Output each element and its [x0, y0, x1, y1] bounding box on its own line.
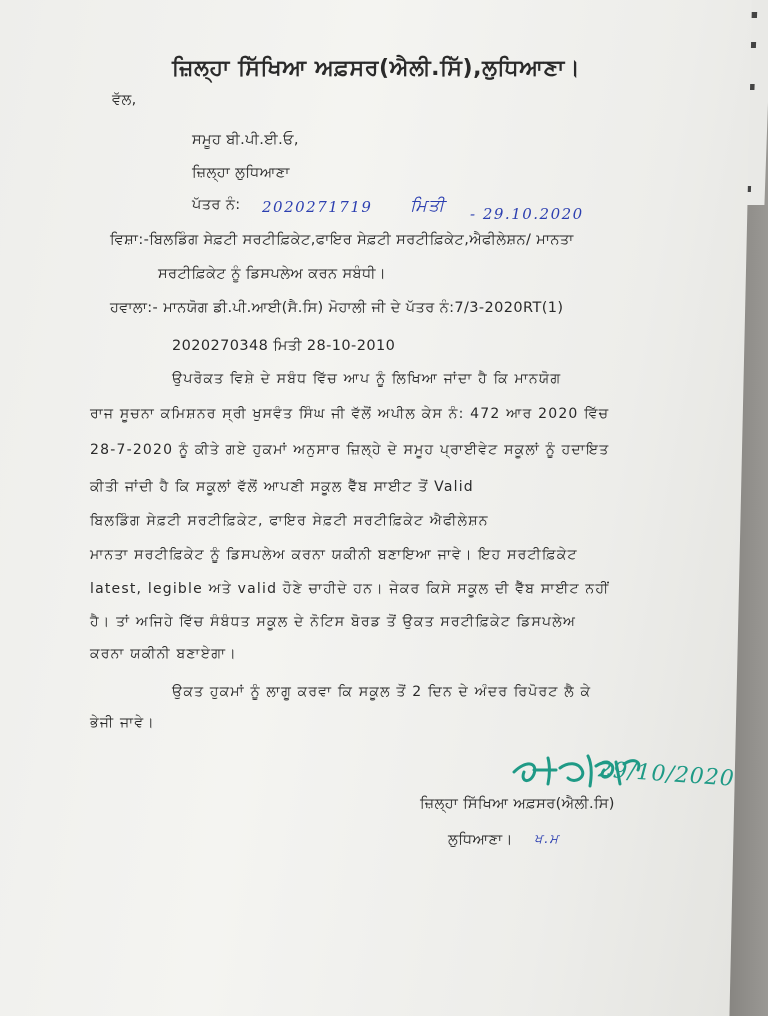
- body-paragraph-1-line: ਉਪਰੋਕਤ ਵਿਸ਼ੇ ਦੇ ਸਬੰਧ ਵਿੱਚ ਆਪ ਨੂੰ ਲਿਖਿਆ ਜਾਂਦਾ ਹੈ ਕਿ ਮਾਨਯੋਗ: [172, 371, 562, 387]
- recipient-line-2: ਜ਼ਿਲ੍ਹਾ ਲੁਧਿਆਣਾ: [192, 165, 290, 181]
- subject-line-1: ਵਿਸ਼ਾ:-ਬਿਲਡਿੰਗ ਸੇਫ਼ਟੀ ਸਰਟੀਫ਼ਿਕੇਟ,ਫਾਇਰ ਸੇਫ਼ਟੀ ਸਰਟੀਫ਼ਿਕੇਟ,ਐਫੀਲੇਸ਼ਨ/ ਮਾਨਤਾ: [110, 232, 574, 248]
- letter-title: ਜ਼ਿਲ੍ਹਾ ਸਿੱਖਿਆ ਅਫ਼ਸਰ(ਐਲੀ.ਸਿੱ),ਲੁਧਿਆਣਾ।: [172, 56, 581, 81]
- letter-number-handwritten: 2020271719: [262, 198, 373, 216]
- handwritten-initials: ਖ.ਮ: [534, 832, 560, 847]
- body-paragraph-1-line: latest, legible ਅਤੇ valid ਹੋਣੇ ਚਾਹੀਦੇ ਹਨ। ਜੇਕਰ ਕਿਸੇ ਸਕੂਲ ਦੀ ਵੈੱਬ ਸਾਈਟ ਨਹੀਂ: [90, 581, 610, 597]
- reference-line-2: 2020270348 ਮਿਤੀ 28-10-2010: [172, 338, 396, 354]
- date-label-handwritten: ਮਿਤੀ: [410, 196, 446, 216]
- handwritten-signature-date: 29/10/2020: [597, 757, 736, 792]
- body-paragraph-1-line: ਮਾਨਤਾ ਸਰਟੀਫ਼ਿਕੇਟ ਨੂੰ ਡਿਸਪਲੇਅ ਕਰਨਾ ਯਕੀਨੀ ਬਣਾਇਆ ਜਾਵੇ। ਇਹ ਸਰਟੀਫ਼ਿਕੇਟ: [90, 547, 578, 563]
- body-paragraph-1-line: ਰਾਜ ਸੂਚਨਾ ਕਮਿਸ਼ਨਰ ਸ੍ਰੀ ਖੁਸਵੰਤ ਸਿੰਘ ਜੀ ਵੱਲੋਂ ਅਪੀਲ ਕੇਸ ਨੰ: 472 ਆਰ 2020 ਵਿੱਚ: [90, 406, 610, 422]
- body-paragraph-2-line: ਭੇਜੀ ਜਾਵੇ।: [90, 715, 155, 731]
- body-paragraph-1-line: ਕਰਨਾ ਯਕੀਨੀ ਬਣਾਏਗਾ।: [90, 646, 237, 662]
- signatory-location: ਲੁਧਿਆਣਾ।: [448, 832, 513, 848]
- body-paragraph-1-line: ਕੀਤੀ ਜਾਂਦੀ ਹੈ ਕਿ ਸਕੂਲਾਂ ਵੱਲੋਂ ਆਪਣੀ ਸਕੂਲ ਵੈੱਬ ਸਾਈਟ ਤੋਂ Valid: [90, 479, 474, 495]
- body-paragraph-1-line: ਹੈ। ਤਾਂ ਅਜਿਹੇ ਵਿੱਚ ਸੰਬੰਧਤ ਸਕੂਲ ਦੇ ਨੋਟਿਸ ਬੋਰਡ ਤੋਂ ਉਕਤ ਸਰਟੀਫ਼ਿਕੇਟ ਡਿਸਪਲੇਅ: [90, 614, 577, 630]
- body-paragraph-2-line: ਉਕਤ ਹੁਕਮਾਂ ਨੂੰ ਲਾਗੂ ਕਰਵਾ ਕਿ ਸਕੂਲ ਤੋਂ 2 ਦਿਨ ਦੇ ਅੰਦਰ ਰਿਪੋਰਟ ਲੈ ਕੇ: [172, 684, 592, 700]
- letter-number-label: ਪੱਤਰ ਨੰ:: [192, 197, 241, 213]
- reference-line-1: ਹਵਾਲਾ:- ਮਾਨਯੋਗ ਡੀ.ਪੀ.ਆਈ(ਸੈ.ਸਿ) ਮੋਹਾਲੀ ਜੀ ਦੇ ਪੱਤਰ ਨੰ:7/3-2020RT(1): [110, 300, 564, 316]
- signatory-designation: ਜ਼ਿਲ੍ਹਾ ਸਿੱਖਿਆ ਅਫ਼ਸਰ(ਐਲੀ.ਸਿ): [420, 796, 615, 812]
- body-paragraph-1-line: 28-7-2020 ਨੂੰ ਕੀਤੇ ਗਏ ਹੁਕਮਾਂ ਅਨੁਸਾਰ ਜ਼ਿਲ੍ਹੇ ਦੇ ਸਮੂਹ ਪ੍ਰਾਈਵੇਟ ਸਕੂਲਾਂ ਨੂੰ ਹਦਾਇਤ: [90, 442, 610, 458]
- date-handwritten: - 29.10.2020: [470, 205, 584, 223]
- salutation-to: ਵੱਲ,: [112, 92, 137, 108]
- subject-line-2: ਸਰਟੀਫ਼ਿਕੇਟ ਨੂੰ ਡਿਸਪਲੇਅ ਕਰਨ ਸਬੰਧੀ।: [158, 266, 387, 282]
- recipient-line-1: ਸਮੂਹ ਬੀ.ਪੀ.ਈ.ਓ,: [192, 132, 299, 148]
- body-paragraph-1-line: ਬਿਲਡਿੰਗ ਸੇਫ਼ਟੀ ਸਰਟੀਫ਼ਿਕੇਟ, ਫਾਇਰ ਸੇਫ਼ਟੀ ਸਰਟੀਫ਼ਿਕੇਟ ਐਫੀਲੇਸ਼ਨ: [90, 513, 489, 529]
